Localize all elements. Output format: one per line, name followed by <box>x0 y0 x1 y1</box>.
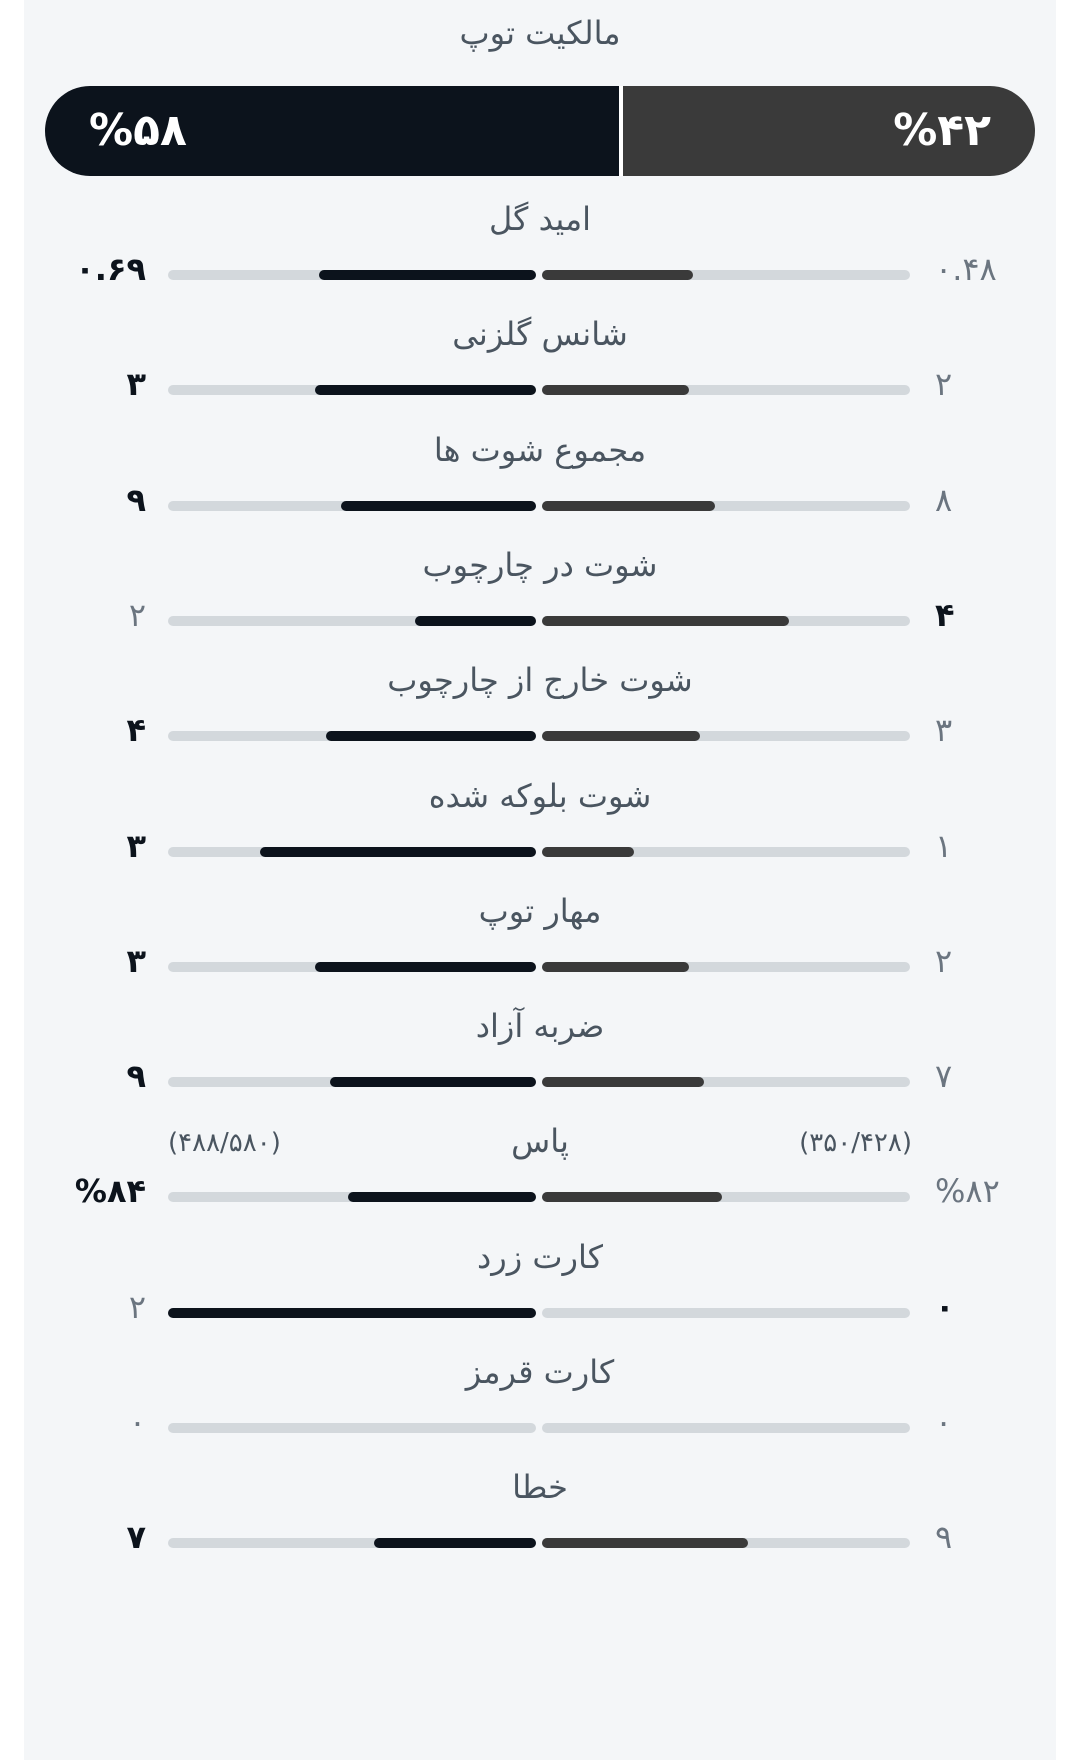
stat-right-value: ۳ <box>935 711 953 750</box>
stat-left-track <box>168 270 536 280</box>
stat-left-value: ۲ <box>128 595 146 634</box>
stat-left-value: ۴ <box>126 711 146 750</box>
stat-left-value: ۹ <box>126 480 146 519</box>
stat-right-track <box>542 1077 910 1087</box>
stat-left-fill <box>168 1308 536 1318</box>
stat-left-value: ۰ <box>128 1403 146 1441</box>
stat-right-value: %۸۲ <box>935 1172 1000 1211</box>
stat-left-fill <box>315 962 536 972</box>
stat-left-track <box>168 1538 536 1548</box>
stat-left-value: ۳ <box>126 826 146 865</box>
stat-left-fill <box>348 1192 536 1202</box>
stat-right-value: ۷ <box>935 1057 953 1096</box>
stat-left-value: ۰.۶۹ <box>75 250 146 288</box>
stat-left-fill <box>326 731 536 741</box>
stat-right-track <box>542 270 910 280</box>
stat-right-fill <box>542 1077 704 1087</box>
stat-left-detail: (۴۸۸/۵۸۰) <box>168 1128 281 1159</box>
possession-left-value: %۵۸ <box>89 105 187 156</box>
possession-left-segment <box>45 86 619 176</box>
stat-right-track <box>542 1308 910 1318</box>
stat-right-track <box>542 1423 910 1433</box>
stat-title: شانس گلزنی <box>452 315 628 354</box>
stat-right-value: ۰ <box>935 1287 955 1326</box>
possession-right-value: %۴۲ <box>893 105 991 156</box>
stat-right-fill <box>542 847 634 857</box>
stat-left-value: ۳ <box>126 941 146 980</box>
stat-right-value: ۲ <box>935 941 953 980</box>
stat-title: امید گل <box>488 200 592 238</box>
stat-row <box>0 1007 1080 1136</box>
stat-left-track <box>168 962 536 972</box>
stat-right-value: ۱ <box>935 826 953 865</box>
stat-left-track <box>168 501 536 511</box>
stat-title: ضربه آزاد <box>475 1007 605 1046</box>
stat-right-value: ۰ <box>935 1403 953 1441</box>
stat-title: کارت زرد <box>477 1237 603 1276</box>
stat-title: شوت خارج از چارچوب <box>387 661 693 700</box>
stat-right-fill <box>542 1192 722 1202</box>
stat-right-value: ۹ <box>935 1518 953 1557</box>
stat-right-track <box>542 1538 910 1548</box>
stat-left-fill <box>319 270 536 280</box>
stat-left-track <box>168 1077 536 1087</box>
stat-left-fill <box>341 501 536 511</box>
stat-left-fill <box>330 1077 536 1087</box>
stat-right-fill <box>542 1538 748 1548</box>
stat-left-track <box>168 616 536 626</box>
stat-left-track <box>168 1192 536 1202</box>
stat-right-fill <box>542 616 789 626</box>
stat-left-track <box>168 385 536 395</box>
stat-right-value: ۰.۴۸ <box>935 250 997 288</box>
stat-left-value: ۷ <box>126 1518 146 1557</box>
stat-title: مهار توپ <box>478 891 602 930</box>
stat-right-track <box>542 962 910 972</box>
stat-title: پاس <box>511 1122 569 1161</box>
stat-left-fill <box>260 847 536 857</box>
stat-title: شوت بلوکه شده <box>428 776 652 815</box>
stat-right-fill <box>542 962 689 972</box>
stat-title: خطا <box>512 1468 568 1507</box>
stat-left-track <box>168 1308 536 1318</box>
stat-left-value: ۹ <box>126 1057 146 1096</box>
stat-row <box>0 777 1080 906</box>
stat-right-fill <box>542 385 689 395</box>
stat-row <box>0 431 1080 560</box>
stat-right-value: ۲ <box>935 365 953 404</box>
stat-row <box>0 315 1080 444</box>
stat-right-track <box>542 731 910 741</box>
stat-row <box>0 1122 1080 1251</box>
stat-row <box>0 1353 1080 1482</box>
stat-left-track <box>168 1423 536 1433</box>
stat-row <box>0 546 1080 675</box>
stat-right-fill <box>542 731 700 741</box>
stat-left-value: %۸۴ <box>74 1172 146 1211</box>
stat-row <box>0 200 1080 329</box>
stat-left-value: ۳ <box>126 365 146 404</box>
possession-bar <box>45 86 1035 176</box>
stat-row <box>0 1468 1080 1597</box>
stat-left-fill <box>315 385 536 395</box>
stat-right-track <box>542 616 910 626</box>
stat-title: شوت در چارچوب <box>422 545 658 584</box>
possession-right-segment <box>623 86 1035 176</box>
possession-title: مالکیت توپ <box>459 14 621 52</box>
stat-right-track <box>542 501 910 511</box>
stat-left-track <box>168 847 536 857</box>
stat-row <box>0 892 1080 1021</box>
stat-right-track <box>542 1192 910 1202</box>
stat-right-value: ۸ <box>935 480 953 519</box>
stat-row <box>0 1238 1080 1367</box>
stat-left-fill <box>374 1538 536 1548</box>
stat-row <box>0 661 1080 790</box>
stat-left-fill <box>415 616 536 626</box>
stat-right-fill <box>542 501 715 511</box>
stat-title: مجموع شوت ها <box>433 430 647 469</box>
stat-left-track <box>168 731 536 741</box>
stat-right-value: ۴ <box>935 595 955 634</box>
stat-right-track <box>542 385 910 395</box>
stat-right-detail: (۳۵۰/۴۲۸) <box>799 1128 912 1159</box>
stat-right-fill <box>542 270 693 280</box>
stat-right-track <box>542 847 910 857</box>
stat-title: کارت قرمز <box>465 1353 615 1391</box>
stat-left-value: ۲ <box>128 1287 146 1326</box>
